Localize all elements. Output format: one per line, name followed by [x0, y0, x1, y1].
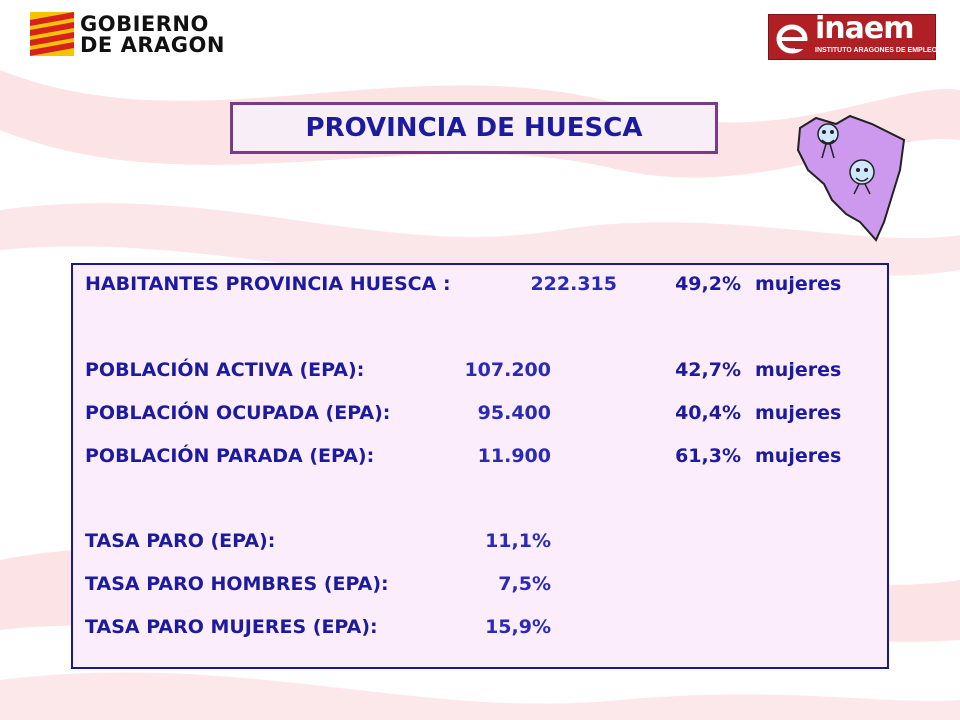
activa-pct: 42,7%: [675, 359, 741, 381]
habitantes-suffix: mujeres: [755, 273, 842, 295]
gobierno-aragon-logo: [30, 12, 230, 60]
activa-label: POBLACIÓN ACTIVA (EPA):: [85, 359, 365, 381]
tasa-mujeres-value: 15,9%: [485, 616, 551, 638]
tasa-mujeres-label: TASA PARO MUJERES (EPA):: [85, 616, 378, 638]
aragon-flag-icon: [30, 12, 74, 56]
activa-value: 107.200: [464, 359, 551, 381]
ocupada-suffix: mujeres: [755, 402, 842, 424]
ocupada-pct: 40,4%: [675, 402, 741, 424]
tasa-value: 11,1%: [485, 530, 551, 552]
inaem-e-icon: [775, 19, 809, 55]
title-box: [230, 102, 718, 154]
parada-pct: 61,3%: [675, 445, 741, 467]
habitantes-value: 222.315: [530, 273, 617, 295]
inaem-logo: [768, 11, 938, 60]
stats-panel: [71, 263, 889, 669]
inaem-subtitle: INSTITUTO ARAGONES DE EMPLEO: [815, 47, 938, 54]
parada-value: 11.900: [477, 445, 551, 467]
page-title: PROVINCIA DE HUESCA: [305, 113, 643, 143]
tasa-hombres-label: TASA PARO HOMBRES (EPA):: [85, 573, 389, 595]
habitantes-pct: 49,2%: [675, 273, 741, 295]
gobierno-text: GOBIERNO: [80, 12, 209, 36]
activa-suffix: mujeres: [755, 359, 842, 381]
ocupada-label: POBLACIÓN OCUPADA (EPA):: [85, 402, 391, 424]
huesca-map-icon: [788, 110, 908, 245]
inaem-wordmark: inaem: [815, 11, 914, 46]
parada-suffix: mujeres: [755, 445, 842, 467]
tasa-label: TASA PARO (EPA):: [85, 530, 276, 552]
de-aragon-text: DE ARAGON: [80, 33, 225, 57]
habitantes-label: HABITANTES PROVINCIA HUESCA :: [85, 273, 451, 295]
parada-label: POBLACIÓN PARADA (EPA):: [85, 445, 375, 467]
ocupada-value: 95.400: [477, 402, 551, 424]
tasa-hombres-value: 7,5%: [498, 573, 551, 595]
